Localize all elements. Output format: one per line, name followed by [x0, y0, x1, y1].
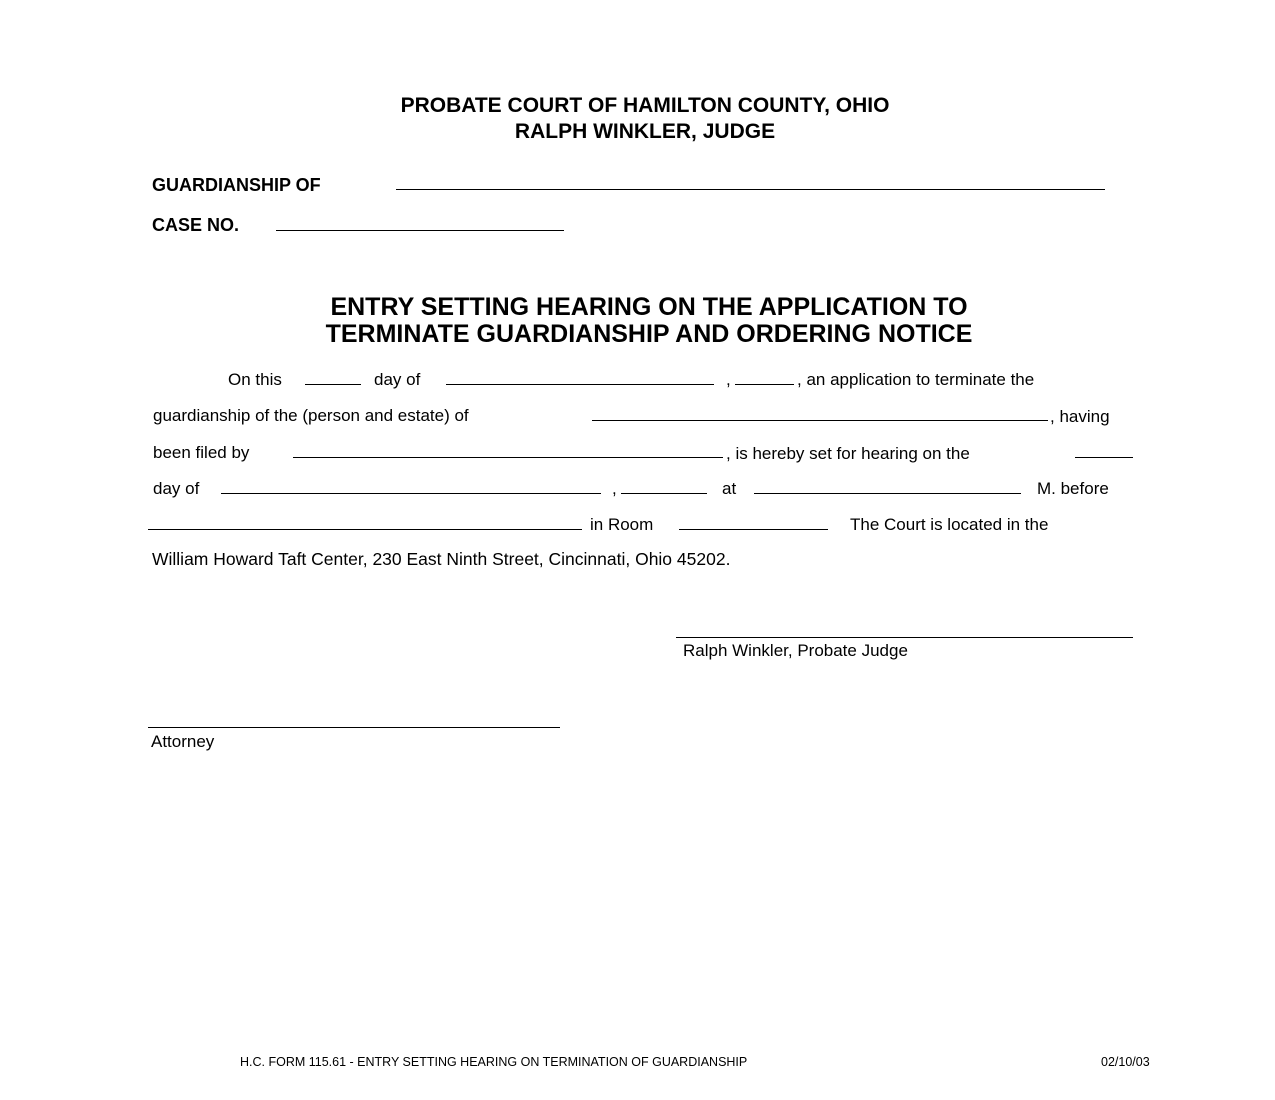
hearing-year-field[interactable] — [621, 493, 707, 494]
hearing-day-field[interactable] — [1075, 457, 1133, 458]
guardianship-of-field[interactable] — [396, 189, 1105, 190]
text-having: , having — [1050, 407, 1110, 426]
magistrate-field[interactable] — [148, 529, 582, 530]
text-comma: , — [726, 370, 731, 389]
month-field[interactable] — [446, 384, 714, 385]
judge-signature-label: Ralph Winkler, Probate Judge — [683, 641, 908, 660]
text-day-of-2: day of — [153, 479, 200, 498]
document-title-line2: TERMINATE GUARDIANSHIP AND ORDERING NOTICE — [325, 320, 973, 348]
room-field[interactable] — [679, 529, 828, 530]
attorney-signature-label: Attorney — [151, 732, 215, 751]
case-no-label: CASE NO. — [152, 215, 240, 235]
case-no-field[interactable] — [276, 230, 564, 231]
ward-name-field[interactable] — [592, 420, 1048, 421]
text-court-located: The Court is located in the — [850, 515, 1049, 534]
hearing-time-field[interactable] — [754, 493, 1021, 494]
year-field[interactable] — [735, 384, 794, 385]
text-application: , an application to terminate the — [797, 370, 1035, 389]
court-name: PROBATE COURT OF HAMILTON COUNTY, OHIO — [400, 94, 890, 117]
judge-name-header: RALPH WINKLER, JUDGE — [514, 120, 776, 143]
text-on-this: On this — [228, 370, 282, 389]
hearing-month-field[interactable] — [221, 493, 601, 494]
text-at: at — [722, 479, 737, 498]
text-set-for-hearing: , is hereby set for hearing on the — [726, 444, 970, 463]
text-guardianship-of: guardianship of the (person and estate) of — [153, 406, 469, 425]
footer-date: 02/10/03 — [1101, 1055, 1150, 1069]
filed-by-field[interactable] — [293, 457, 723, 458]
text-m-before: M. before — [1037, 479, 1109, 498]
text-comma-2: , — [612, 479, 617, 498]
text-been-filed-by: been filed by — [153, 443, 250, 462]
footer-form-name: H.C. FORM 115.61 - ENTRY SETTING HEARING ON TERMINATION OF GUARDIANSHIP — [240, 1055, 748, 1069]
day-field[interactable] — [305, 384, 361, 385]
judge-signature-line[interactable] — [676, 637, 1133, 638]
text-in-room: in Room — [590, 515, 654, 534]
attorney-signature-line[interactable] — [148, 727, 560, 728]
court-address: William Howard Taft Center, 230 East Ninth Street, Cincinnati, Ohio 45202. — [152, 549, 731, 569]
document-title-line1: ENTRY SETTING HEARING ON THE APPLICATION TO — [330, 293, 968, 321]
guardianship-of-label: GUARDIANSHIP OF — [152, 175, 321, 195]
text-day-of: day of — [374, 370, 421, 389]
